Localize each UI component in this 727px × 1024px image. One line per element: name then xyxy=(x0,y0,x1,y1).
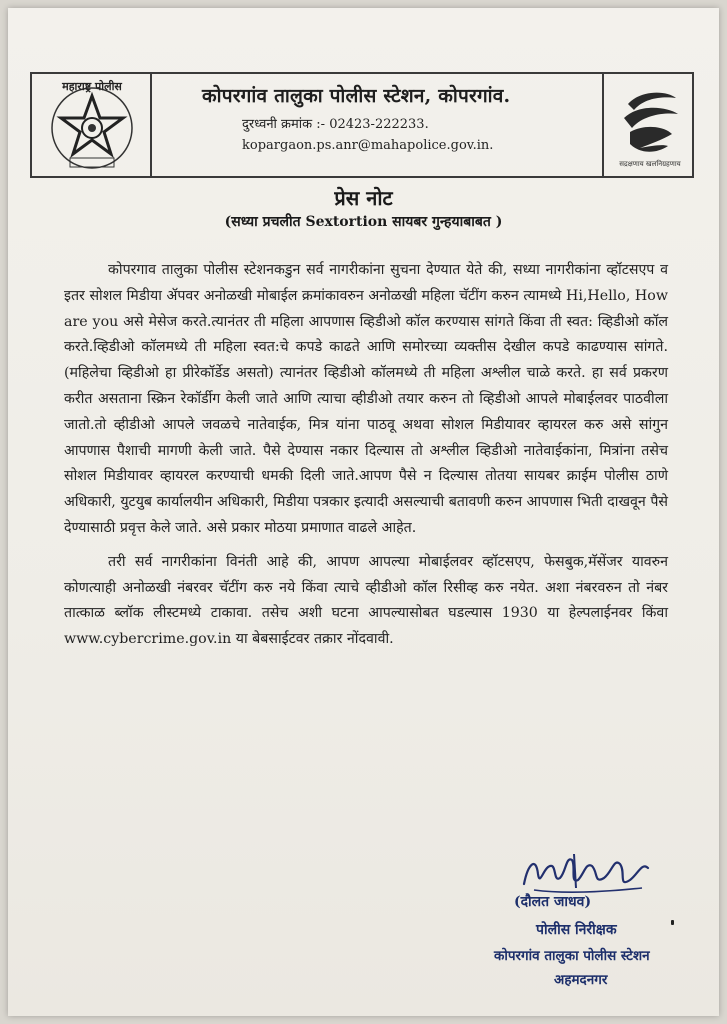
letterhead-divider-right xyxy=(602,74,604,176)
letterhead-divider-left xyxy=(150,74,152,176)
press-note-document xyxy=(8,8,719,1016)
letterhead xyxy=(30,72,694,178)
body-paragraph-1: कोपरगाव तालुका पोलीस स्टेशनकडुन सर्व नागरीकांना सुचना देण्यात येते की, सध्या नागरीकांना व्हॉटसएप व इतर सोशल मिडीया ॲपवर अनोळखी मोबाईल क्रमांकावरुन अनोळखी महिला चॅटींग करुन त्यामध्ये Hi,Hello, How are you असे मेसेज करते.त्यानंतर ती महिला आपणास व्हिडीओ कॉल करण्यास सांगते किंवा ती स्वत: व्हिडीओ कॉल करते.व्हिडीओ कॉलमध्ये ती महिला स्वत:चे कपडे काढते आणि समोरच्या व्यक्तीस देखील कपडे काढण्यास सांगते. (महिलेचा व्हिडीओ हा प्रीरेकॉर्डेड असतो) त्यानंतर व्हिडीओ कॉलमध्ये ती महिला अश्लील चाळे करते. हा सर्व प्रकरण करीत असताना स्क्रिन रेकॉर्डीग केली जाते आणि त्याचा व्हीडीओ तयार करुन तो व्हिडीओ आपले मोबाईलवर पाठवीला जातो.तो व्हीडीओ आपले जवळचे नातेवाईक, मित्र यांना पाठवू अथवा सोशल मिडीयावर व्हायरल करु असे सांगुन आपणास पैशाची मागणी केली जाते. पैसे देण्यास नकार दिल्यास तो अश्लील व्हिडीओ नातेवाईकांना, मित्रांना तसेच सोशल मिडीयावर व्हायरल करण्याची धमकी दिली जाते.आपण पैसे न दिल्यास तोतया सायबर क्राईम पोलीस ठाणे अधिकारी, युटयुब कार्यालयीन अधिकारी, मिडीया पत्रकार इत्यादी असल्याची बतावणी करुन आपणास भिती दाखवून पैसे देण्यासाठी प्रवृत्त केले जाते. असे प्रकार मोठया प्रमाणात वाढले आहेत. xyxy=(64,262,668,536)
signatory-station: कोपरगांव तालुका पोलीस स्टेशन xyxy=(494,948,650,964)
document-body xyxy=(64,258,668,653)
document-title: प्रेस नोट xyxy=(334,186,393,210)
body-paragraph-2: तरी सर्व नागरीकांना विनंती आहे की, आपण आपल्या मोबाईलवर व्हॉटसएप, फेसबुक,मॅसेंजर यावरुन कोणत्याही अनोळखी नंबरवर चॅटींग करु नये किंवा त्याचे व्हीडीओ कॉल रिसीव्ह करु नयेत. अशा नंबरवरुन तो नंबर तात्काळ ब्लॉक लीस्टमध्ये टाकावा. तसेच अशी घटना आपल्यासोबत घडल्यास 1930 या हेल्पलाईनवर किंवा www.cybercrime.gov.in या बेबसाईटवर तक्रार नोंदवावी. xyxy=(64,553,668,648)
emblem-text: महाराष्ट्र पोलीस xyxy=(62,80,122,93)
station-email: kopargaon.ps.anr@mahapolice.gov.in. xyxy=(242,138,494,153)
ink-dot xyxy=(671,920,674,925)
logo-motto: सद्रक्षणाय खलनिग्रहणाय xyxy=(619,160,681,168)
signatory-designation: पोलीस निरीक्षक xyxy=(536,922,617,938)
signatory-name: (दौलत जाधव) xyxy=(514,894,592,910)
station-name: कोपरगांव तालुका पोलीस स्टेशन, कोपरगांव. xyxy=(202,85,511,107)
police-motto-logo-icon xyxy=(610,84,690,170)
document-subtitle: (सध्या प्रचलीत Sextortion सायबर गुन्हयाबाबत ) xyxy=(224,214,503,230)
station-phone: दुरध्वनी क्रमांक :- 02423-222233. xyxy=(242,117,429,132)
maharashtra-police-emblem-icon xyxy=(40,78,144,174)
signatory-district: अहमदनगर xyxy=(554,972,608,988)
